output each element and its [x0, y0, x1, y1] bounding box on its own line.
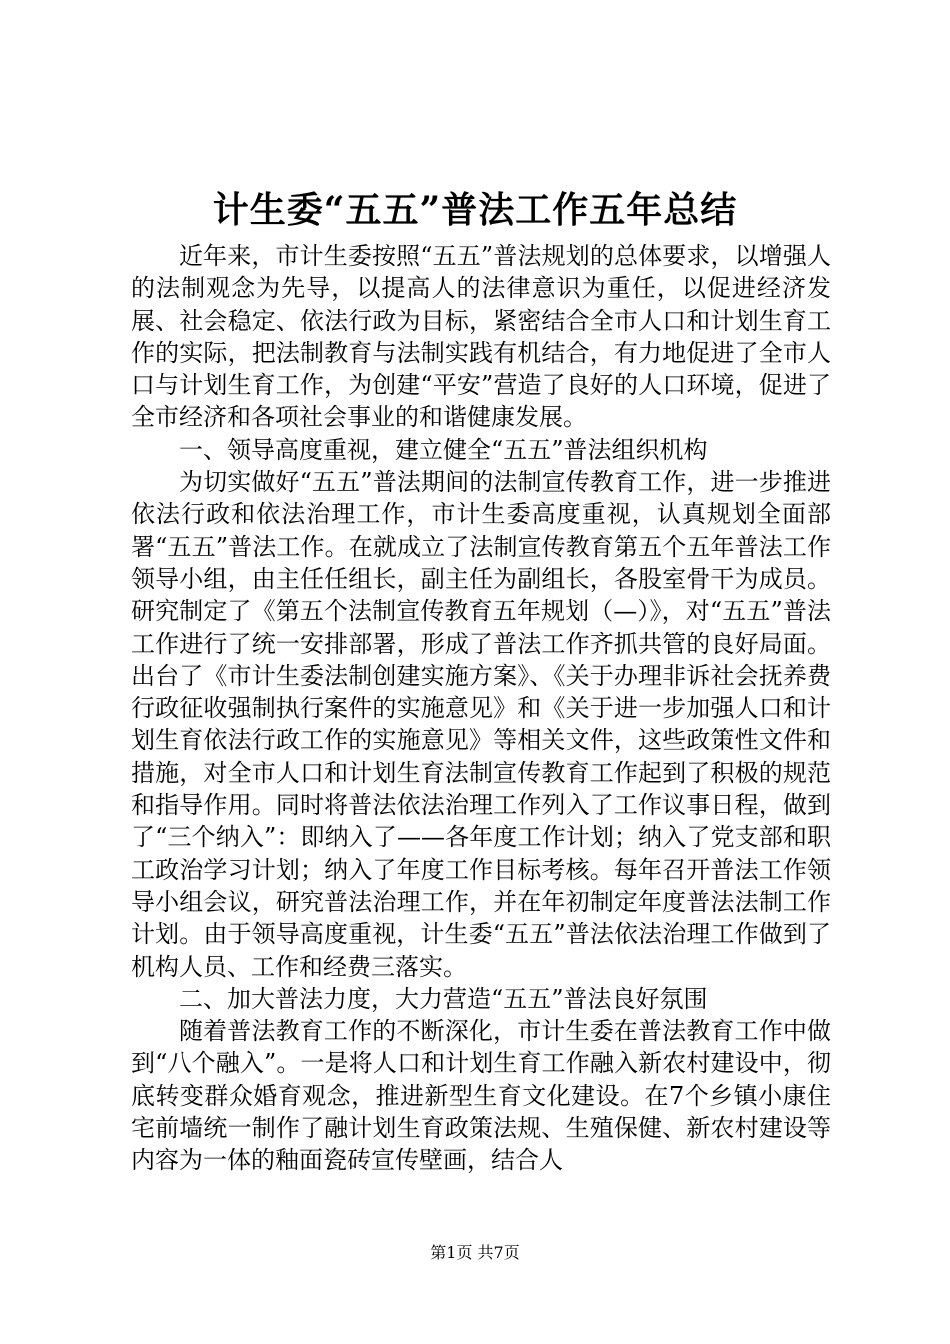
section-2-paragraph: 随着普法教育工作的不断深化，市计生委在普法教育工作中做到“八个融入”。一是将人口和计划生育工作融入新农村建设中，彻底转变群众婚育观念，推进新型生育文化建设。在7个乡镇小康住宅前墙统一制作了融计划生育政策法规、生殖保健、新农村建设等内容为一体的釉面瓷砖宣传壁画，结合人 — [131, 1017, 831, 1175]
document-body — [131, 240, 831, 1177]
intro-paragraph: 近年来，市计生委按照“五五”普法规划的总体要求，以增强人的法制观念为先导，以提高人的法律意识为重任，以促进经济发展、社会稳定、依法行政为目标，紧密结合全市人口和计划生育工作的实际，把法制教育与法制实践有机结合，有力地促进了全市人口与计划生育工作，为创建“平安”营造了良好的人口环境，促进了全市经济和各项社会事业的和谐健康发展。 — [131, 242, 831, 432]
section-heading-1: 一、领导高度重视，建立健全“五五”普法组织机构 — [179, 435, 708, 464]
section-heading-2: 二、加大普法力度，大力营造“五五”普法良好氛围 — [179, 984, 708, 1013]
section-1-paragraph: 为切实做好“五五”普法期间的法制宣传教育工作，进一步推进依法行政和依法治理工作，市计生委高度重视，认真规划全面部署“五五”普法工作。在就成立了法制宣传教育第五个五年普法工作领导小组，由主任任组长，副主任为副组长，各股室骨干为成员。研究制定了《第五个法制宣传教育五年规划（—）》，对“五五”普法工作进行了统一安排部署，形成了普法工作齐抓共管的良好局面。出台了《市计生委法制创建实施方案》、《关于办理非诉社会抚养费行政征收强制执行案件的实施意见》和《关于进一步加强人口和计划生育依法行政工作的实施意见》等相关文件，这些政策性文件和措施，对全市人口和计划生育法制宣传教育工作起到了积极的规范和指导作用。同时将普法依法治理工作列入了工作议事日程，做到了“三个纳入”：即纳入了——各年度工作计划；纳入了党支部和职工政治学习计划；纳入了年度工作目标考核。每年召开普法工作领导小组会议，研究普法治理工作，并在年初制定年度普法法制工作计划。由于领导高度重视，计生委“五五”普法依法治理工作做到了机构人员、工作和经费三落实。 — [131, 468, 831, 981]
page-footer: 第1页 共7页 — [430, 1243, 520, 1262]
document-title: 计生委“五五”普法工作五年总结 — [212, 189, 738, 231]
